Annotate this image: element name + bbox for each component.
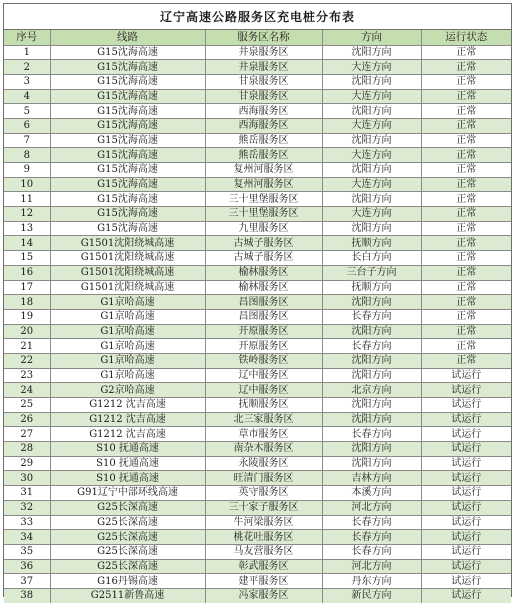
cell-route: G15沈海高速	[50, 207, 205, 222]
cell-route: S10 抚通高速	[50, 442, 205, 457]
cell-status: 正常	[421, 89, 511, 104]
table-row	[4, 148, 511, 163]
cell-direction: 大连方向	[322, 89, 421, 104]
cell-route: G15沈海高速	[50, 192, 205, 207]
cell-status: 正常	[421, 74, 511, 89]
cell-route: G16丹锡高速	[50, 574, 205, 589]
cell-status: 正常	[421, 280, 511, 295]
table-row	[4, 500, 511, 515]
cell-direction: 沈阳方向	[322, 192, 421, 207]
column-header-route: 线路	[50, 30, 205, 45]
table-row	[4, 456, 511, 471]
cell-status: 试运行	[421, 442, 511, 457]
cell-service-area: 甘泉服务区	[205, 89, 322, 104]
cell-index: 9	[4, 163, 50, 178]
cell-index: 4	[4, 89, 50, 104]
table-row	[4, 295, 511, 310]
cell-route: G15沈海高速	[50, 221, 205, 236]
cell-direction: 丹东方向	[322, 574, 421, 589]
cell-index: 29	[4, 456, 50, 471]
cell-index: 15	[4, 251, 50, 266]
table-title: 辽宁高速公路服务区充电桩分布表	[4, 4, 511, 30]
cell-route: G2京哈高速	[50, 383, 205, 398]
cell-service-area: 九里服务区	[205, 221, 322, 236]
cell-status: 正常	[421, 339, 511, 354]
cell-status: 正常	[421, 177, 511, 192]
table-row	[4, 339, 511, 354]
cell-direction: 新民方向	[322, 588, 421, 602]
cell-index: 20	[4, 324, 50, 339]
cell-status: 正常	[421, 221, 511, 236]
cell-route: G2511新鲁高速	[50, 588, 205, 602]
cell-index: 5	[4, 104, 50, 119]
table-row	[4, 427, 511, 442]
cell-service-area: 桃花吐服务区	[205, 530, 322, 545]
table-row	[4, 133, 511, 148]
cell-direction: 长春方向	[322, 515, 421, 530]
cell-service-area: 铁岭服务区	[205, 353, 322, 368]
cell-index: 19	[4, 309, 50, 324]
column-header-service-area: 服务区名称	[205, 30, 322, 45]
cell-service-area: 三十里堡服务区	[205, 207, 322, 222]
cell-status: 正常	[421, 104, 511, 119]
table-row	[4, 163, 511, 178]
cell-direction: 沈阳方向	[322, 368, 421, 383]
cell-index: 25	[4, 398, 50, 413]
cell-route: G25长深高速	[50, 559, 205, 574]
cell-status: 正常	[421, 251, 511, 266]
cell-route: G15沈海高速	[50, 148, 205, 163]
cell-service-area: 建平服务区	[205, 574, 322, 589]
cell-service-area: 开原服务区	[205, 324, 322, 339]
table-body	[4, 45, 511, 603]
cell-service-area: 北三家服务区	[205, 412, 322, 427]
cell-status: 试运行	[421, 588, 511, 602]
table-row	[4, 530, 511, 545]
cell-index: 32	[4, 500, 50, 515]
cell-route: G25长深高速	[50, 515, 205, 530]
cell-status: 正常	[421, 118, 511, 133]
cell-direction: 沈阳方向	[322, 74, 421, 89]
cell-direction: 沈阳方向	[322, 398, 421, 413]
cell-status: 正常	[421, 324, 511, 339]
cell-service-area: 三十里堡服务区	[205, 192, 322, 207]
cell-index: 21	[4, 339, 50, 354]
cell-direction: 沈阳方向	[322, 442, 421, 457]
cell-status: 试运行	[421, 515, 511, 530]
cell-route: G1212 沈吉高速	[50, 427, 205, 442]
cell-service-area: 井泉服务区	[205, 60, 322, 75]
table-row	[4, 486, 511, 501]
table-row	[4, 324, 511, 339]
cell-index: 17	[4, 280, 50, 295]
table-row	[4, 118, 511, 133]
cell-index: 3	[4, 74, 50, 89]
cell-index: 18	[4, 295, 50, 310]
cell-direction: 大连方向	[322, 207, 421, 222]
table-row	[4, 265, 511, 280]
cell-index: 36	[4, 559, 50, 574]
cell-status: 正常	[421, 192, 511, 207]
cell-direction: 长春方向	[322, 530, 421, 545]
cell-index: 23	[4, 368, 50, 383]
cell-direction: 长春方向	[322, 339, 421, 354]
cell-index: 26	[4, 412, 50, 427]
cell-route: G1501沈阳绕城高速	[50, 265, 205, 280]
cell-direction: 沈阳方向	[322, 221, 421, 236]
cell-index: 8	[4, 148, 50, 163]
table-row	[4, 251, 511, 266]
table-header-row	[4, 30, 511, 45]
cell-direction: 大连方向	[322, 177, 421, 192]
cell-route: G15沈海高速	[50, 74, 205, 89]
cell-status: 试运行	[421, 427, 511, 442]
table-row	[4, 353, 511, 368]
cell-service-area: 熊岳服务区	[205, 148, 322, 163]
table-row	[4, 45, 511, 60]
cell-status: 正常	[421, 45, 511, 60]
column-header-index: 序号	[4, 30, 50, 45]
table-row	[4, 383, 511, 398]
cell-service-area: 昌图服务区	[205, 295, 322, 310]
cell-status: 正常	[421, 207, 511, 222]
cell-route: G15沈海高速	[50, 118, 205, 133]
cell-service-area: 井泉服务区	[205, 45, 322, 60]
cell-route: G1京哈高速	[50, 324, 205, 339]
cell-index: 38	[4, 588, 50, 602]
cell-service-area: 西海服务区	[205, 104, 322, 119]
cell-status: 正常	[421, 236, 511, 251]
cell-service-area: 马友营服务区	[205, 544, 322, 559]
cell-route: G91辽宁中部环线高速	[50, 486, 205, 501]
cell-status: 试运行	[421, 383, 511, 398]
cell-status: 正常	[421, 60, 511, 75]
table-row	[4, 280, 511, 295]
cell-route: G1京哈高速	[50, 295, 205, 310]
cell-service-area: 英守服务区	[205, 486, 322, 501]
cell-direction: 抚顺方向	[322, 236, 421, 251]
cell-status: 试运行	[421, 559, 511, 574]
cell-service-area: 彰武服务区	[205, 559, 322, 574]
cell-service-area: 甘泉服务区	[205, 74, 322, 89]
cell-status: 正常	[421, 295, 511, 310]
cell-service-area: 草市服务区	[205, 427, 322, 442]
cell-direction: 沈阳方向	[322, 324, 421, 339]
cell-index: 22	[4, 353, 50, 368]
cell-route: G1京哈高速	[50, 353, 205, 368]
cell-route: G15沈海高速	[50, 60, 205, 75]
table-row	[4, 192, 511, 207]
cell-direction: 吉林方向	[322, 471, 421, 486]
cell-index: 14	[4, 236, 50, 251]
charging-pile-table	[4, 30, 511, 603]
table-row	[4, 207, 511, 222]
cell-status: 试运行	[421, 544, 511, 559]
cell-service-area: 古城子服务区	[205, 251, 322, 266]
cell-direction: 沈阳方向	[322, 45, 421, 60]
cell-status: 正常	[421, 265, 511, 280]
cell-index: 31	[4, 486, 50, 501]
table-row	[4, 471, 511, 486]
cell-direction: 长春方向	[322, 427, 421, 442]
cell-direction: 沈阳方向	[322, 163, 421, 178]
table-row	[4, 412, 511, 427]
cell-status: 试运行	[421, 398, 511, 413]
cell-route: G1京哈高速	[50, 309, 205, 324]
cell-index: 12	[4, 207, 50, 222]
cell-status: 试运行	[421, 530, 511, 545]
cell-index: 28	[4, 442, 50, 457]
cell-service-area: 南杂木服务区	[205, 442, 322, 457]
cell-service-area: 抚顺服务区	[205, 398, 322, 413]
table-row	[4, 104, 511, 119]
cell-route: G1212 沈吉高速	[50, 412, 205, 427]
cell-index: 24	[4, 383, 50, 398]
cell-route: G25长深高速	[50, 530, 205, 545]
cell-route: S10 抚通高速	[50, 456, 205, 471]
cell-direction: 大连方向	[322, 118, 421, 133]
table-row	[4, 574, 511, 589]
cell-service-area: 永陵服务区	[205, 456, 322, 471]
table-row	[4, 89, 511, 104]
cell-route: G1501沈阳绕城高速	[50, 251, 205, 266]
cell-status: 试运行	[421, 500, 511, 515]
cell-route: G15沈海高速	[50, 163, 205, 178]
cell-direction: 抚顺方向	[322, 280, 421, 295]
cell-status: 正常	[421, 133, 511, 148]
cell-direction: 沈阳方向	[322, 353, 421, 368]
table-row	[4, 544, 511, 559]
cell-route: G15沈海高速	[50, 89, 205, 104]
cell-index: 6	[4, 118, 50, 133]
cell-index: 7	[4, 133, 50, 148]
cell-route: G15沈海高速	[50, 104, 205, 119]
table-row	[4, 60, 511, 75]
cell-index: 37	[4, 574, 50, 589]
cell-status: 试运行	[421, 412, 511, 427]
cell-status: 正常	[421, 163, 511, 178]
cell-service-area: 熊岳服务区	[205, 133, 322, 148]
cell-status: 正常	[421, 148, 511, 163]
cell-service-area: 昌图服务区	[205, 309, 322, 324]
cell-service-area: 开原服务区	[205, 339, 322, 354]
cell-service-area: 辽中服务区	[205, 368, 322, 383]
cell-route: G15沈海高速	[50, 45, 205, 60]
cell-direction: 长春方向	[322, 309, 421, 324]
table-row	[4, 442, 511, 457]
cell-index: 35	[4, 544, 50, 559]
cell-direction: 大连方向	[322, 148, 421, 163]
cell-service-area: 榆林服务区	[205, 280, 322, 295]
cell-route: G15沈海高速	[50, 177, 205, 192]
cell-service-area: 复州河服务区	[205, 177, 322, 192]
cell-index: 1	[4, 45, 50, 60]
cell-route: G1501沈阳绕城高速	[50, 280, 205, 295]
table-row	[4, 177, 511, 192]
table-row	[4, 236, 511, 251]
cell-status: 试运行	[421, 456, 511, 471]
cell-direction: 沈阳方向	[322, 295, 421, 310]
column-header-direction: 方向	[322, 30, 421, 45]
cell-index: 27	[4, 427, 50, 442]
cell-route: G25长深高速	[50, 544, 205, 559]
cell-route: G1京哈高速	[50, 368, 205, 383]
table-row	[4, 515, 511, 530]
cell-direction: 三台子方向	[322, 265, 421, 280]
table-row	[4, 398, 511, 413]
cell-status: 正常	[421, 353, 511, 368]
cell-direction: 本溪方向	[322, 486, 421, 501]
cell-service-area: 冯家服务区	[205, 588, 322, 602]
cell-direction: 沈阳方向	[322, 412, 421, 427]
cell-service-area: 西海服务区	[205, 118, 322, 133]
cell-direction: 沈阳方向	[322, 104, 421, 119]
cell-route: G15沈海高速	[50, 133, 205, 148]
table-row	[4, 559, 511, 574]
cell-route: G1212 沈吉高速	[50, 398, 205, 413]
cell-direction: 长白方向	[322, 251, 421, 266]
cell-route: G25长深高速	[50, 500, 205, 515]
cell-direction: 沈阳方向	[322, 456, 421, 471]
cell-status: 试运行	[421, 471, 511, 486]
cell-direction: 大连方向	[322, 60, 421, 75]
cell-service-area: 复州河服务区	[205, 163, 322, 178]
table-row	[4, 588, 511, 602]
cell-index: 30	[4, 471, 50, 486]
cell-index: 13	[4, 221, 50, 236]
cell-status: 试运行	[421, 486, 511, 501]
cell-route: G1501沈阳绕城高速	[50, 236, 205, 251]
cell-service-area: 牛河梁服务区	[205, 515, 322, 530]
table-row	[4, 74, 511, 89]
table-row	[4, 221, 511, 236]
cell-direction: 北京方向	[322, 383, 421, 398]
cell-route: S10 抚通高速	[50, 471, 205, 486]
cell-service-area: 旺清门服务区	[205, 471, 322, 486]
cell-status: 试运行	[421, 368, 511, 383]
cell-index: 16	[4, 265, 50, 280]
cell-service-area: 榆林服务区	[205, 265, 322, 280]
cell-index: 10	[4, 177, 50, 192]
cell-direction: 长春方向	[322, 544, 421, 559]
cell-route: G1京哈高速	[50, 339, 205, 354]
table-row	[4, 309, 511, 324]
table-row	[4, 368, 511, 383]
column-header-status: 运行状态	[421, 30, 511, 45]
cell-service-area: 辽中服务区	[205, 383, 322, 398]
cell-index: 11	[4, 192, 50, 207]
cell-status: 试运行	[421, 574, 511, 589]
cell-service-area: 三十家子服务区	[205, 500, 322, 515]
cell-status: 正常	[421, 309, 511, 324]
cell-service-area: 古城子服务区	[205, 236, 322, 251]
cell-direction: 河北方向	[322, 500, 421, 515]
cell-index: 33	[4, 515, 50, 530]
cell-index: 34	[4, 530, 50, 545]
charging-pile-table-sheet	[3, 3, 512, 602]
cell-direction: 沈阳方向	[322, 133, 421, 148]
cell-index: 2	[4, 60, 50, 75]
cell-direction: 河北方向	[322, 559, 421, 574]
